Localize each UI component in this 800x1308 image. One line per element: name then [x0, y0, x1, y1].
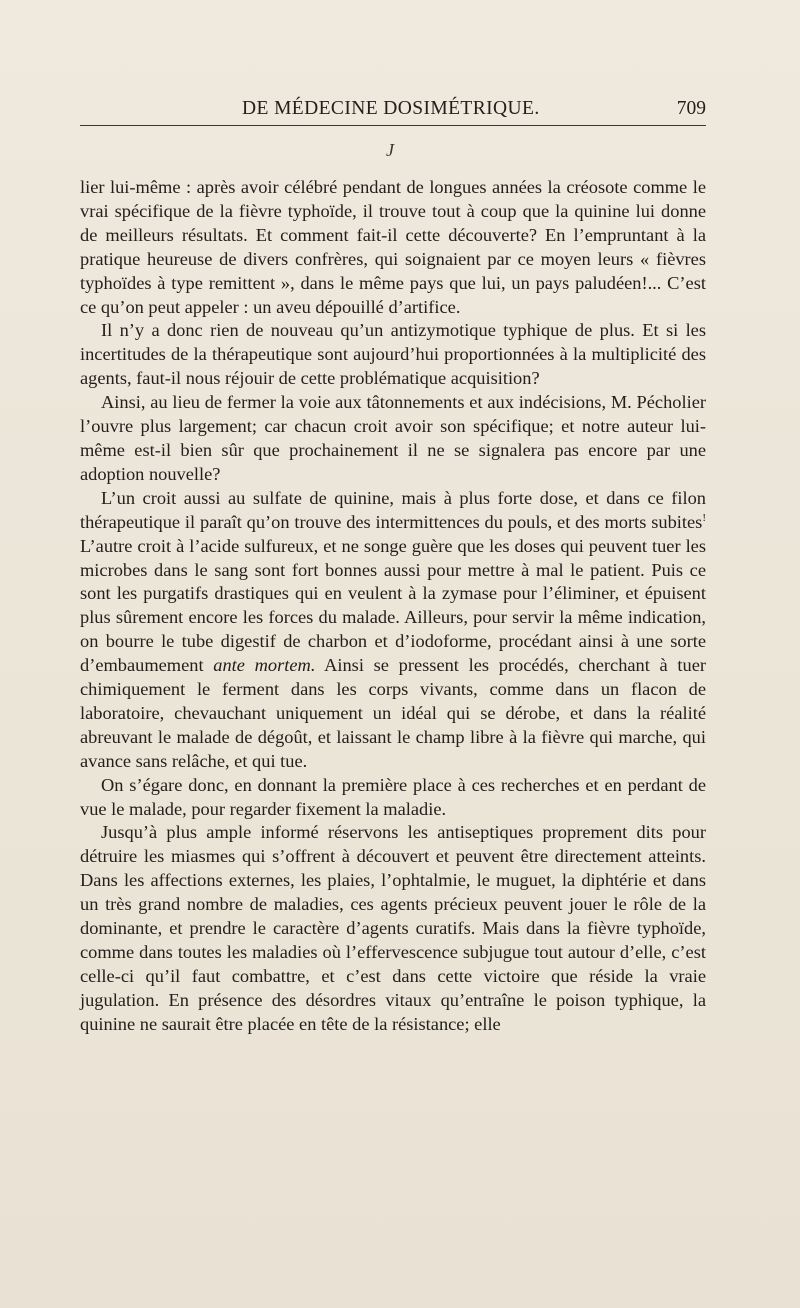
paragraph-3: Ainsi, au lieu de fermer la voie aux tâtonnements et aux indécisions, M. Pécholier l’ouvre plus largement; car chacun croit avoir son spécifique; et notre auteur lui-même est-il bien sûr que prochainement il ne se signalera pas encore par une adoption nouvelle?: [80, 392, 706, 484]
footnote-mark: !: [702, 511, 706, 524]
paragraph-4: [80, 487, 706, 774]
body-text: [80, 176, 706, 1037]
paragraph-1: lier lui-même : après avoir célébré pendant de longues années la créosote comme le vrai spécifique de la fièvre typhoïde, il trouve tout à coup que la quinine lui donne de meilleurs résultats. Et comment fait-il cette découverte? En l’empruntant à la pratique heureuse de divers confrères, qui soignaient par ce moyen leurs « fièvres typhoïdes à type remittent », dans le même pays que lui, un pays paludéen!... C’est ce qu’on peut appeler : un aveu dépouillé d’artifice.: [80, 177, 706, 317]
paragraph-5: On s’égare donc, en donnant la première place à ces recherches et en perdant de vue le malade, pour regarder fixement la maladie.: [80, 774, 706, 819]
paragraph-2: Il n’y a donc rien de nouveau qu’un antizymotique typhique de plus. Et si les incertitudes de la thérapeutique sont aujourd’hui proportionnées à la multiplicité des agents, faut-il nous réjouir de cette problématique acquisition?: [80, 320, 706, 389]
signature-mark: J: [386, 140, 394, 160]
page-number: 709: [676, 98, 706, 119]
header-rule: [80, 125, 706, 126]
paragraph-4-start: L’un croit aussi au sulfate de quinine, mais à plus forte dose, et dans ce filon thérapeutique il paraît qu’on trouve des intermittences du pouls, et des morts subites: [80, 487, 706, 532]
page-header: [80, 95, 706, 125]
running-head: DE MÉDECINE DOSIMÉTRIQUE.: [242, 98, 540, 119]
latin-phrase: ante mortem.: [213, 655, 316, 676]
paragraph-4-middle: L’autre croit à l’acide sulfureux, et ne songe guère que les doses qui peuvent tuer les microbes dans le sang sont fort bonnes aussi pour mettre à mal le patient. Puis ce sont les purgatifs drastiques qui en veulent à la zymase pour l’éliminer, et épuisent plus sûrement encore les forces du malade. Ailleurs, pour servir la même indication, on bourre le tube digestif de charbon et d’iodoforme, procédant ainsi à une sorte d’embaumement: [80, 535, 706, 676]
paragraph-4-end: Ainsi se pressent les procédés, cherchant à tuer chimiquement le ferment dans les corps vivants, comme dans un flacon de laboratoire, chevauchant uniquement un idéal qui se dérobe, et dans la réalité abreuvant le malade de dégoût, et laissant le champ libre à la fièvre qui marche, qui avance sans relâche, et qui tue.: [80, 655, 706, 771]
paragraph-6: Jusqu’à plus ample informé réservons les antiseptiques proprement dits pour détruire les miasmes qui s’offrent à découvert et peuvent être directement atteints. Dans les affections externes, les plaies, l’ophtalmie, le muguet, la diphtérie et dans un très grand nombre de maladies, ces agents précieux peuvent jouer le rôle de la dominante, et prendre le caractère d’agents curatifs. Mais dans la fièvre typhoïde, comme dans toutes les maladies où l’effervescence subjugue tout autour d’elle, c’est celle-ci qu’il faut combattre, et c’est dans cette victoire que réside la vraie jugulation. En présence des désordres vitaux qu’entraîne le poison typhique, la quinine ne saurait être placée en tête de la résistance; elle: [80, 822, 706, 1034]
